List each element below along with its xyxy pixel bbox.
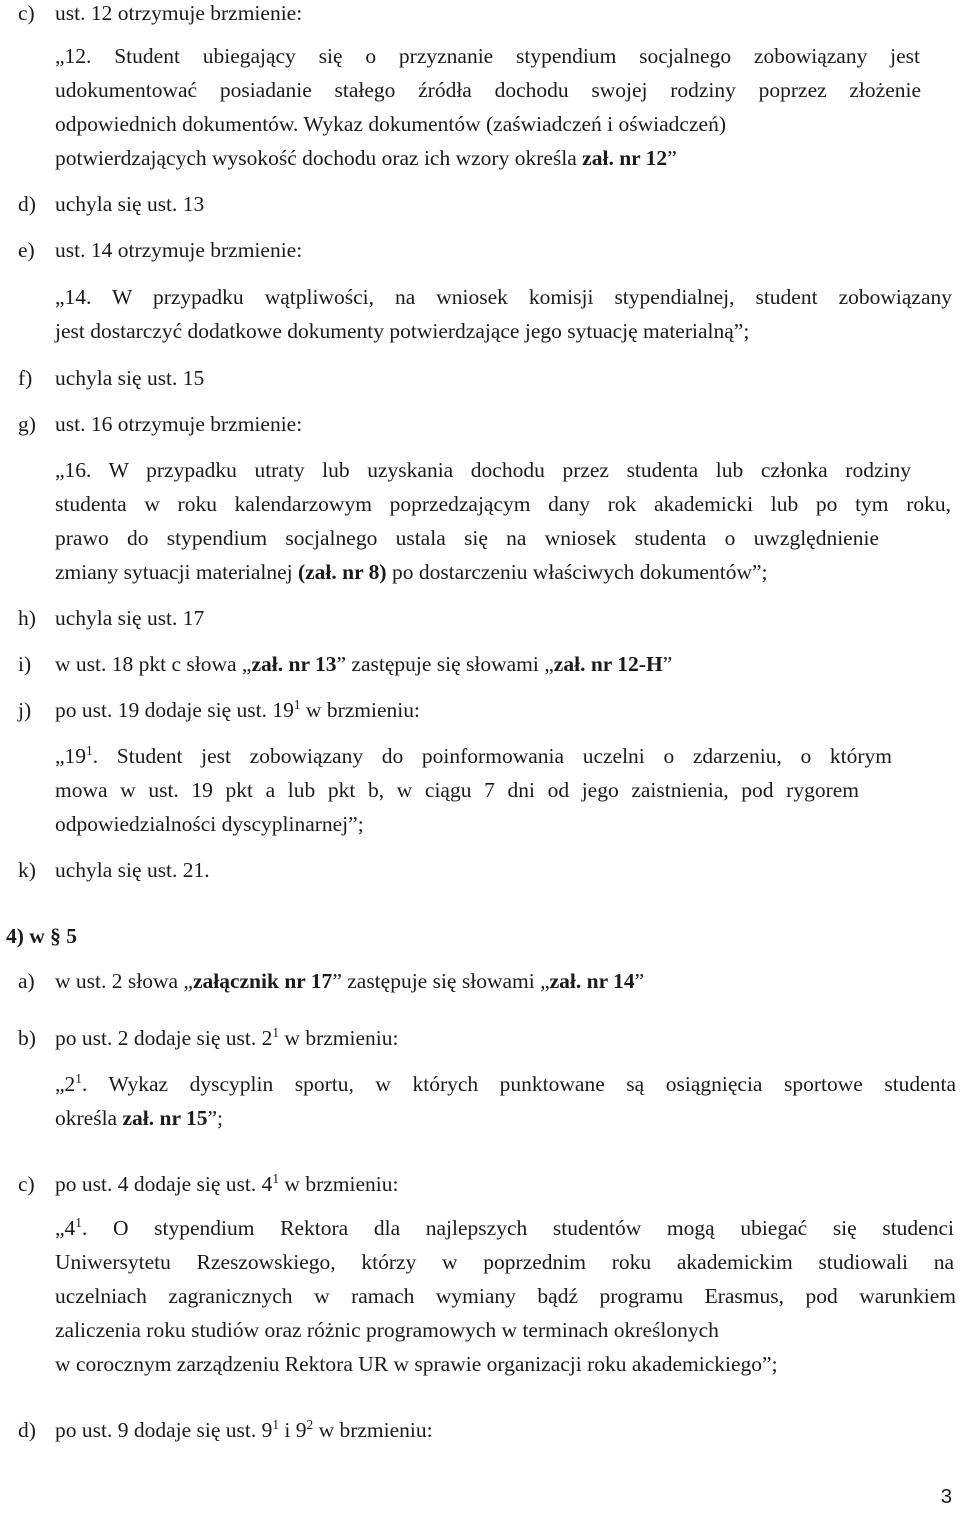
quote-line: udokumentować posiadanie stałego źródła dochodu swojej rodziny poprzez złożenie — [55, 78, 921, 102]
item-heading: po ust. 4 dodaje się ust. $4^1$ w brzmieniu: — [55, 1170, 399, 1196]
item-label: i) — [18, 652, 32, 676]
quote-line: uczelniach zagranicznych w ramach wymiany bądź programu Erasmus, pod warunkiem — [55, 1284, 956, 1308]
quote-line: $„2^1$. Wykaz dyscyplin sportu, w których punktowane są osiągnięcia sportowe studenta — [55, 1070, 956, 1096]
item-label: c) — [18, 1172, 35, 1196]
quote-line: określa zał. nr 15”; — [55, 1106, 224, 1130]
quote-line: potwierdzających wysokość dochodu oraz ich wzory określa zał. nr 12” — [55, 146, 677, 170]
page-number: 3 — [940, 1486, 952, 1508]
item-label: d) — [18, 192, 36, 216]
quote-line: „16. W przypadku utraty lub uzyskania dochodu przez studenta lub członka rodziny — [55, 458, 911, 482]
item-heading: po ust. 19 dodaje się ust. $19^1$ w brzmieniu: — [55, 696, 420, 722]
quote-line: zmiany sytuacji materialnej (zał. nr 8) po dostarczeniu właściwych dokumentów”; — [55, 560, 768, 584]
item-heading: ust. 16 otrzymuje brzmienie: — [55, 412, 303, 436]
item-label: h) — [18, 606, 36, 630]
item-text: w ust. 18 pkt c słowa „zał. nr 13” zastępuje się słowami „zał. nr 12-H” — [55, 652, 673, 676]
item-text: uchyla się ust. 15 — [55, 366, 205, 390]
item-label: k) — [18, 858, 36, 882]
quote-line: Uniwersytetu Rzeszowskiego, którzy w poprzednim roku akademickim studiowali na — [55, 1250, 954, 1274]
quote-line: „14. W przypadku wątpliwości, na wniosek komisji stypendialnej, student zobowiązany — [55, 285, 952, 309]
quote-line: „12. Student ubiegający się o przyznanie stypendium socjalnego zobowiązany jest — [55, 44, 920, 68]
item-text: uchyla się ust. 21. — [55, 858, 210, 882]
item-label: d) — [18, 1418, 36, 1442]
item-heading: po ust. 9 dodaje się ust. $9^1$ i $9^2$ w brzmieniu: — [55, 1416, 433, 1442]
item-label: e) — [18, 238, 35, 262]
quote-line: jest dostarczyć dodatkowe dokumenty potwierdzające jego sytuację materialną”; — [55, 319, 750, 343]
item-text: uchyla się ust. 17 — [55, 606, 205, 630]
item-label: a) — [18, 969, 35, 993]
quote-line: $„19^1$. Student jest zobowiązany do poinformowania uczelni o zdarzeniu, o którym — [55, 742, 892, 768]
section-heading: 4) w § 5 — [6, 924, 78, 948]
item-label: j) — [18, 698, 32, 722]
quote-line: studenta w roku kalendarzowym poprzedzającym dany rok akademicki lub po tym roku, — [55, 492, 951, 516]
quote-line: odpowiednich dokumentów. Wykaz dokumentów (zaświadczeń i oświadczeń) — [55, 112, 726, 136]
quote-line: w corocznym zarządzeniu Rektora UR w sprawie organizacji roku akademickiego”; — [55, 1352, 778, 1376]
item-text: uchyla się ust. 13 — [55, 192, 205, 216]
quote-line: prawo do stypendium socjalnego ustala się na wniosek studenta o uwzględnienie — [55, 526, 879, 550]
item-label: b) — [18, 1026, 36, 1050]
item-heading: ust. 12 otrzymuje brzmienie: — [55, 1, 303, 25]
item-label: g) — [18, 412, 36, 436]
quote-line: mowa w ust. 19 pkt a lub pkt b, w ciągu 7 dni od jego zaistnienia, pod rygorem — [55, 778, 859, 802]
item-label: c) — [18, 1, 35, 25]
item-heading: po ust. 2 dodaje się ust. $2^1$ w brzmieniu: — [55, 1024, 399, 1050]
quote-line: odpowiedzialności dyscyplinarnej”; — [55, 812, 364, 836]
quote-line: $„4^1$. O stypendium Rektora dla najlepszych studentów mogą ubiegać się studenci — [55, 1214, 954, 1240]
item-label: f) — [18, 366, 33, 390]
quote-line: zaliczenia roku studiów oraz różnic programowych w terminach określonych — [55, 1318, 719, 1342]
item-heading: ust. 14 otrzymuje brzmienie: — [55, 238, 303, 262]
item-text: w ust. 2 słowa „załącznik nr 17” zastępuje się słowami „zał. nr 14” — [55, 969, 645, 993]
